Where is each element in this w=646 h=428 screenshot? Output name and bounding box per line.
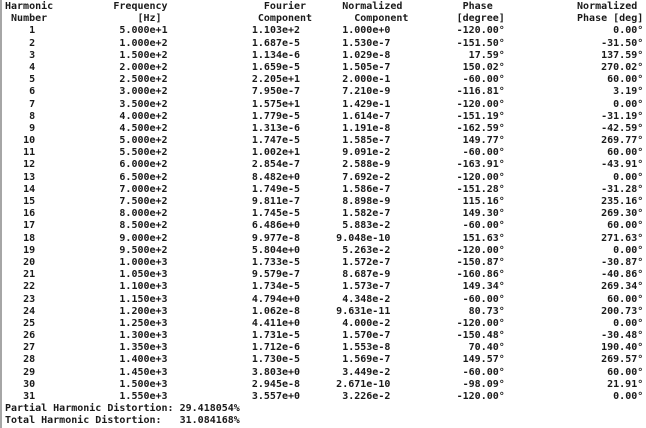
total-harmonic-distortion <box>5 415 646 427</box>
cell-fourier-component: 1.575e+1 <box>251 98 301 110</box>
cell-normalized-component: 1.029e-8 <box>342 49 391 61</box>
cell-frequency: 1.000e+3 <box>119 256 168 268</box>
cell-normalized-component: 7.210e-9 <box>342 86 391 98</box>
cell-normalized-component: 1.585e-7 <box>342 135 391 147</box>
cell-normalized-component: 4.348e-2 <box>342 293 391 305</box>
cell-phase: -150.87° <box>456 256 505 268</box>
cell-phase: -163.91° <box>456 159 505 171</box>
header-phase-line1: Phase <box>462 1 493 12</box>
cell-fourier-component: 1.747e-5 <box>251 135 301 147</box>
cell-phase: -98.09° <box>462 378 505 390</box>
table-row <box>5 245 646 257</box>
cell-normalized-phase: 60.00° <box>607 147 644 159</box>
cell-normalized-component: 2.000e-1 <box>342 74 391 86</box>
cell-phase: -162.59° <box>456 122 505 134</box>
cell-fourier-component: 1.062e-8 <box>251 305 301 317</box>
cell-frequency: 6.000e+2 <box>119 159 168 171</box>
cell-frequency: 1.500e+2 <box>119 49 168 61</box>
cell-normalized-component: 1.573e-7 <box>342 281 391 293</box>
cell-normalized-component: 5.883e-2 <box>342 220 391 232</box>
cell-normalized-phase: 269.30° <box>601 208 644 220</box>
cell-harmonic-number: 31 <box>23 391 36 402</box>
cell-normalized-phase: 0.00° <box>613 244 644 256</box>
cell-normalized-phase: 0.00° <box>613 25 644 37</box>
cell-normalized-component: 1.505e-7 <box>342 61 391 73</box>
table-row <box>5 111 646 123</box>
table-row <box>5 99 646 111</box>
table-row <box>5 367 646 379</box>
cell-normalized-component: 9.631e-11 <box>336 305 391 317</box>
cell-phase: -120.00° <box>456 244 505 256</box>
table-row <box>5 172 646 184</box>
cell-normalized-phase: 60.00° <box>607 220 644 232</box>
cell-fourier-component: 9.579e-7 <box>251 269 301 281</box>
cell-normalized-component: 1.570e-7 <box>342 330 391 342</box>
cell-frequency: 4.000e+2 <box>119 110 168 122</box>
cell-normalized-phase: 190.40° <box>601 342 644 354</box>
cell-frequency: 5.000e+1 <box>119 25 168 37</box>
cell-normalized-phase: -30.87° <box>601 256 644 268</box>
cell-phase: 151.63° <box>462 232 505 244</box>
cell-harmonic-number: 1 <box>29 25 36 37</box>
header-harmonic-number-line2: Number <box>11 13 48 25</box>
cell-normalized-phase: 60.00° <box>607 74 644 86</box>
header-normalized-phase-line2: Phase [deg] <box>577 13 644 25</box>
cell-normalized-phase: 137.59° <box>601 49 644 61</box>
cell-phase: -150.48° <box>456 330 505 342</box>
cell-phase: -120.00° <box>456 391 505 402</box>
cell-fourier-component: 1.749e-5 <box>251 183 301 195</box>
cell-normalized-component: 1.582e-7 <box>342 208 391 220</box>
cell-phase: -60.00° <box>462 293 505 305</box>
table-row <box>5 330 646 342</box>
cell-normalized-phase: 235.16° <box>601 196 644 207</box>
cell-fourier-component: 9.811e-7 <box>251 196 301 207</box>
cell-frequency: 8.000e+2 <box>119 208 168 220</box>
cell-harmonic-number: 28 <box>23 354 36 366</box>
cell-fourier-component: 1.730e-5 <box>251 354 301 366</box>
table-row <box>5 354 646 366</box>
cell-normalized-phase: -43.91° <box>601 159 644 171</box>
header-harmonic-number-line1: Harmonic <box>5 1 54 12</box>
table-row <box>5 62 646 74</box>
cell-fourier-component: 9.977e-8 <box>251 232 301 244</box>
cell-harmonic-number: 12 <box>23 159 36 171</box>
header-fourier-component-line2: Component <box>257 13 313 25</box>
cell-frequency: 3.500e+2 <box>119 98 168 110</box>
cell-harmonic-number: 4 <box>29 61 36 73</box>
cell-phase: 149.77° <box>462 135 505 147</box>
cell-frequency: 1.350e+3 <box>119 342 168 354</box>
table-header-line1 <box>5 1 646 13</box>
header-fourier-component-line1: Fourier <box>263 1 307 12</box>
cell-normalized-component: 1.191e-8 <box>342 122 391 134</box>
cell-harmonic-number: 17 <box>23 220 36 232</box>
partial-harmonic-distortion-label: Partial Harmonic Distortion: <box>5 403 174 415</box>
table-row <box>5 342 646 354</box>
cell-frequency: 1.250e+3 <box>119 317 168 329</box>
partial-harmonic-distortion-value: 29.418054% <box>179 403 240 415</box>
table-row <box>5 391 646 403</box>
cell-harmonic-number: 14 <box>23 183 36 195</box>
header-normalized-component-line2: Component <box>354 13 409 25</box>
table-row <box>5 147 646 159</box>
cell-fourier-component: 1.734e-5 <box>251 281 301 293</box>
cell-normalized-component: 1.000e+0 <box>342 25 391 37</box>
cell-frequency: 5.500e+2 <box>119 147 168 159</box>
cell-normalized-phase: 0.00° <box>613 98 644 110</box>
cell-normalized-phase: -31.50° <box>601 37 644 49</box>
cell-frequency: 4.500e+2 <box>119 122 168 134</box>
cell-normalized-phase: 269.77° <box>601 135 644 147</box>
cell-fourier-component: 1.659e-5 <box>251 61 301 73</box>
cell-normalized-phase: 0.00° <box>613 391 644 402</box>
header-phase-line2: [degree] <box>456 13 505 25</box>
table-row <box>5 50 646 62</box>
cell-harmonic-number: 19 <box>23 244 36 256</box>
cell-normalized-component: 2.588e-9 <box>342 159 391 171</box>
cell-normalized-component: 4.000e-2 <box>342 317 391 329</box>
cell-fourier-component: 4.794e+0 <box>251 293 301 305</box>
cell-normalized-component: 1.614e-7 <box>342 110 391 122</box>
cell-phase: 17.59° <box>468 49 505 61</box>
cell-normalized-phase: 60.00° <box>607 293 644 305</box>
cell-phase: -60.00° <box>462 220 505 232</box>
cell-normalized-phase: 0.00° <box>613 171 644 183</box>
cell-frequency: 1.500e+3 <box>119 378 168 390</box>
cell-harmonic-number: 22 <box>23 281 36 293</box>
cell-frequency: 8.500e+2 <box>119 220 168 232</box>
cell-harmonic-number: 5 <box>29 74 36 86</box>
cell-fourier-component: 1.002e+1 <box>251 147 301 159</box>
cell-normalized-component: 7.692e-2 <box>342 171 391 183</box>
cell-normalized-component: 8.898e-9 <box>342 196 391 207</box>
cell-phase: -60.00° <box>462 366 505 378</box>
cell-harmonic-number: 7 <box>29 98 36 110</box>
header-frequency-line1: Frequency <box>113 1 168 12</box>
cell-normalized-component: 3.449e-2 <box>342 366 391 378</box>
cell-phase: -120.00° <box>456 25 505 37</box>
table-row <box>5 184 646 196</box>
cell-normalized-component: 1.569e-7 <box>342 354 391 366</box>
cell-frequency: 9.500e+2 <box>119 244 168 256</box>
cell-harmonic-number: 3 <box>29 49 36 61</box>
table-row <box>5 306 646 318</box>
cell-normalized-phase: 269.57° <box>601 354 644 366</box>
cell-harmonic-number: 9 <box>29 122 36 134</box>
cell-harmonic-number: 11 <box>23 147 36 159</box>
cell-phase: -120.00° <box>456 171 505 183</box>
cell-phase: -151.50° <box>456 37 505 49</box>
table-row <box>5 281 646 293</box>
cell-frequency: 3.000e+2 <box>119 86 168 98</box>
cell-fourier-component: 1.313e-6 <box>251 122 301 134</box>
cell-normalized-component: 1.429e-1 <box>342 98 391 110</box>
cell-frequency: 1.550e+3 <box>119 391 168 402</box>
cell-normalized-component: 9.048e-10 <box>336 232 391 244</box>
cell-phase: -116.81° <box>456 86 505 98</box>
cell-frequency: 1.300e+3 <box>119 330 168 342</box>
cell-phase: 115.16° <box>462 196 505 207</box>
cell-harmonic-number: 8 <box>29 110 36 122</box>
cell-normalized-phase: -31.28° <box>601 183 644 195</box>
cell-harmonic-number: 6 <box>29 86 36 98</box>
cell-fourier-component: 2.205e+1 <box>251 74 301 86</box>
cell-harmonic-number: 13 <box>23 171 36 183</box>
cell-phase: -160.86° <box>456 269 505 281</box>
cell-normalized-phase: 21.91° <box>607 378 644 390</box>
table-row <box>5 294 646 306</box>
cell-frequency: 5.000e+2 <box>119 135 168 147</box>
cell-normalized-component: 8.687e-9 <box>342 269 391 281</box>
table-row <box>5 257 646 269</box>
cell-fourier-component: 1.712e-6 <box>251 342 301 354</box>
cell-fourier-component: 4.411e+0 <box>251 317 301 329</box>
cell-harmonic-number: 2 <box>29 37 36 49</box>
table-row <box>5 25 646 37</box>
table-row <box>5 220 646 232</box>
cell-harmonic-number: 23 <box>23 293 36 305</box>
cell-fourier-component: 3.803e+0 <box>251 366 301 378</box>
cell-harmonic-number: 24 <box>23 305 36 317</box>
cell-normalized-component: 3.226e-2 <box>342 391 391 402</box>
table-row <box>5 135 646 147</box>
cell-fourier-component: 1.103e+2 <box>251 25 301 37</box>
table-row <box>5 86 646 98</box>
cell-frequency: 1.450e+3 <box>119 366 168 378</box>
table-row <box>5 74 646 86</box>
table-row <box>5 379 646 391</box>
cell-fourier-component: 2.854e-7 <box>251 159 301 171</box>
cell-frequency: 1.200e+3 <box>119 305 168 317</box>
total-harmonic-distortion-label: Total Harmonic Distortion: <box>5 415 162 427</box>
cell-normalized-phase: 200.73° <box>601 305 644 317</box>
cell-phase: 149.34° <box>462 281 505 293</box>
cell-fourier-component: 8.482e+0 <box>251 171 301 183</box>
cell-frequency: 1.400e+3 <box>119 354 168 366</box>
table-row <box>5 269 646 281</box>
table-row <box>5 123 646 135</box>
cell-normalized-component: 2.671e-10 <box>336 378 391 390</box>
cell-phase: -60.00° <box>462 74 505 86</box>
cell-phase: -151.28° <box>456 183 505 195</box>
cell-fourier-component: 1.687e-5 <box>251 37 301 49</box>
cell-normalized-component: 1.530e-7 <box>342 37 391 49</box>
cell-fourier-component: 1.745e-5 <box>251 208 301 220</box>
cell-fourier-component: 1.733e-5 <box>251 256 301 268</box>
header-normalized-component-line1: Normalized <box>342 1 403 12</box>
table-row <box>5 208 646 220</box>
table-row <box>5 159 646 171</box>
cell-frequency: 2.000e+2 <box>119 61 168 73</box>
cell-normalized-phase: 270.02° <box>601 61 644 73</box>
partial-harmonic-distortion <box>5 403 646 415</box>
cell-normalized-phase: -31.19° <box>601 110 644 122</box>
cell-fourier-component: 3.557e+0 <box>251 391 301 402</box>
table-header-line2 <box>5 13 646 25</box>
cell-fourier-component: 6.486e+0 <box>251 220 301 232</box>
cell-fourier-component: 1.134e-6 <box>251 49 301 61</box>
table-row <box>5 38 646 50</box>
cell-harmonic-number: 29 <box>23 366 36 378</box>
cell-phase: -60.00° <box>462 147 505 159</box>
cell-normalized-phase: -42.59° <box>601 122 644 134</box>
cell-fourier-component: 2.945e-8 <box>251 378 301 390</box>
cell-frequency: 1.100e+3 <box>119 281 168 293</box>
cell-harmonic-number: 30 <box>23 378 36 390</box>
cell-normalized-phase: 3.19° <box>613 86 644 98</box>
cell-frequency: 2.500e+2 <box>119 74 168 86</box>
cell-normalized-phase: -30.48° <box>601 330 644 342</box>
cell-frequency: 1.150e+3 <box>119 293 168 305</box>
cell-fourier-component: 1.779e-5 <box>251 110 301 122</box>
cell-harmonic-number: 25 <box>23 317 36 329</box>
cell-normalized-phase: 269.34° <box>601 281 644 293</box>
cell-normalized-component: 1.586e-7 <box>342 183 391 195</box>
cell-frequency: 9.000e+2 <box>119 232 168 244</box>
cell-normalized-component: 9.091e-2 <box>342 147 391 159</box>
cell-harmonic-number: 27 <box>23 342 36 354</box>
cell-harmonic-number: 18 <box>23 232 36 244</box>
cell-harmonic-number: 20 <box>23 256 36 268</box>
cell-frequency: 6.500e+2 <box>119 171 168 183</box>
table-row <box>5 318 646 330</box>
cell-phase: 70.40° <box>468 342 505 354</box>
cell-phase: 150.02° <box>462 61 505 73</box>
cell-phase: -120.00° <box>456 98 505 110</box>
cell-fourier-component: 7.950e-7 <box>251 86 301 98</box>
table-row <box>5 233 646 245</box>
cell-phase: 149.30° <box>462 208 505 220</box>
cell-fourier-component: 1.731e-5 <box>251 330 301 342</box>
cell-frequency: 7.000e+2 <box>119 183 168 195</box>
header-normalized-phase-line1: Normalized <box>577 1 638 12</box>
cell-normalized-component: 1.553e-8 <box>342 342 391 354</box>
cell-fourier-component: 5.804e+0 <box>251 244 301 256</box>
cell-harmonic-number: 21 <box>23 269 36 281</box>
cell-harmonic-number: 15 <box>23 196 36 207</box>
cell-harmonic-number: 26 <box>23 330 36 342</box>
total-harmonic-distortion-value: 31.084168% <box>179 415 240 427</box>
cell-phase: -120.00° <box>456 317 505 329</box>
cell-normalized-phase: 60.00° <box>607 366 644 378</box>
cell-phase: 80.73° <box>468 305 505 317</box>
cell-normalized-phase: -40.86° <box>601 269 644 281</box>
cell-frequency: 1.000e+2 <box>119 37 168 49</box>
cell-frequency: 1.050e+3 <box>119 269 168 281</box>
cell-frequency: 7.500e+2 <box>119 196 168 207</box>
cell-harmonic-number: 10 <box>23 135 36 147</box>
cell-normalized-phase: 0.00° <box>613 317 644 329</box>
cell-normalized-component: 1.572e-7 <box>342 256 391 268</box>
cell-phase: 149.57° <box>462 354 505 366</box>
cell-normalized-phase: 271.63° <box>601 232 644 244</box>
cell-phase: -151.19° <box>456 110 505 122</box>
cell-harmonic-number: 16 <box>23 208 36 220</box>
header-frequency-line2: [Hz] <box>137 13 162 25</box>
table-row <box>5 196 646 208</box>
cell-normalized-component: 5.263e-2 <box>342 244 391 256</box>
